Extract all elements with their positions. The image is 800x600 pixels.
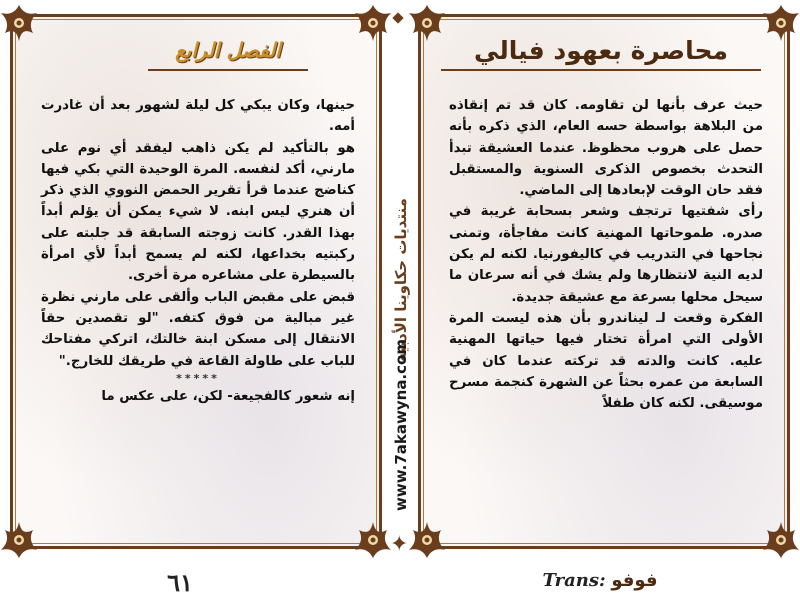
book-title: محاصرة بعهود فيالي: [474, 35, 728, 65]
corner-ornament-icon: [761, 520, 800, 560]
paragraph: هو بالتأكيد لم يكن ذاهب ليفقد أي نوم على مارني، أكد لنفسه. المرة الوحيدة التي بكي فيها كناضج عندما قرأ تقرير الحمض النووي الذي ذكر أن هنري ليس ابنه. لا شيء يمكن أن يؤلم أبداً بهذا القدر. كانت زوجته السابقة قد جلبته على ركبتيه بخداعها، لكنه لم يسمح أبداً لأي امرأة بالسيطرة على مشاعره مرة أخرى.: [41, 140, 355, 284]
translator-credit: [500, 570, 700, 591]
left-text-column: [41, 95, 355, 534]
trans-label: Trans:: [542, 570, 606, 591]
corner-ornament-icon: [353, 3, 393, 43]
right-text-column: [449, 95, 763, 534]
chapter-banner: [148, 31, 308, 71]
paragraph: إنه شعور كالفجيعة- لكن، على عكس ما: [101, 388, 355, 404]
website-strip: [390, 310, 412, 540]
corner-ornament-icon: [0, 520, 39, 560]
paragraph: حيث عرف بأنها لن تقاومه. كان قد تم إنقاذه من البلاهة بواسطة حسه العام، الذي ذكره بأنه حصل على هروب محظوظ. عندما العشيقة تبدأ التحدث بخصوص الذكرى السنوية والمستقبل فقد حان الوقت لإبعادها إلى الماضي.: [449, 98, 763, 199]
translator-name: فوفو: [611, 570, 658, 591]
corner-ornament-icon: [761, 3, 800, 43]
paragraph: قبض على مقبض الباب وألقى على مارني نظرة غير مبالية من فوق كتفه. "لو تقصدين حقاً الانتقال إلى مسكن ابنة خالتك، اتركي مفتاحك للباب على طاولة القاعة في طريقك للخارج.": [41, 289, 355, 369]
corner-ornament-icon: [407, 520, 447, 560]
paragraph: الفكرة وقعت لـ ليناندرو بأن هذه ليست المرة الأولى التي امرأة تختار فيها حياتها المهنية عليه. كانت والدته قد تركته عندما كان في السابعة من عمره بحثاً عن الشهرة كنجمة مسرح موسيقى. لكنه كان طفلاً: [449, 310, 763, 412]
paragraph: حينها، وكان يبكي كل ليلة لشهور بعد أن غادرت أمه.: [41, 98, 355, 135]
title-banner: [441, 31, 761, 71]
website-url[interactable]: www.7akawyna.com: [392, 339, 410, 511]
corner-ornament-icon: [353, 520, 393, 560]
right-page: [418, 14, 790, 549]
left-page: [10, 14, 382, 549]
page-number: ٦١: [167, 568, 193, 597]
forum-name: منتديات حكاوينا الأدبية: [392, 198, 410, 362]
star-ornament-icon: ✦: [390, 532, 409, 557]
paragraph: رأى شفتيها ترتجف وشعر بسحابة غريبة في صدره. طموحاتها المهنية كانت مفاجأة، وتمنى نجاحها في التدريب في كاليفورنيا. لكنه لم يكن لديه النية لانتظارها ولم يشك في أنه سرعان ما سيحل محلها بسرعة مع عشيقة جديدة.: [449, 204, 763, 305]
section-divider: *****: [176, 371, 220, 385]
corner-ornament-icon: [0, 3, 39, 43]
chapter-label: الفصل الرابع: [175, 38, 281, 62]
